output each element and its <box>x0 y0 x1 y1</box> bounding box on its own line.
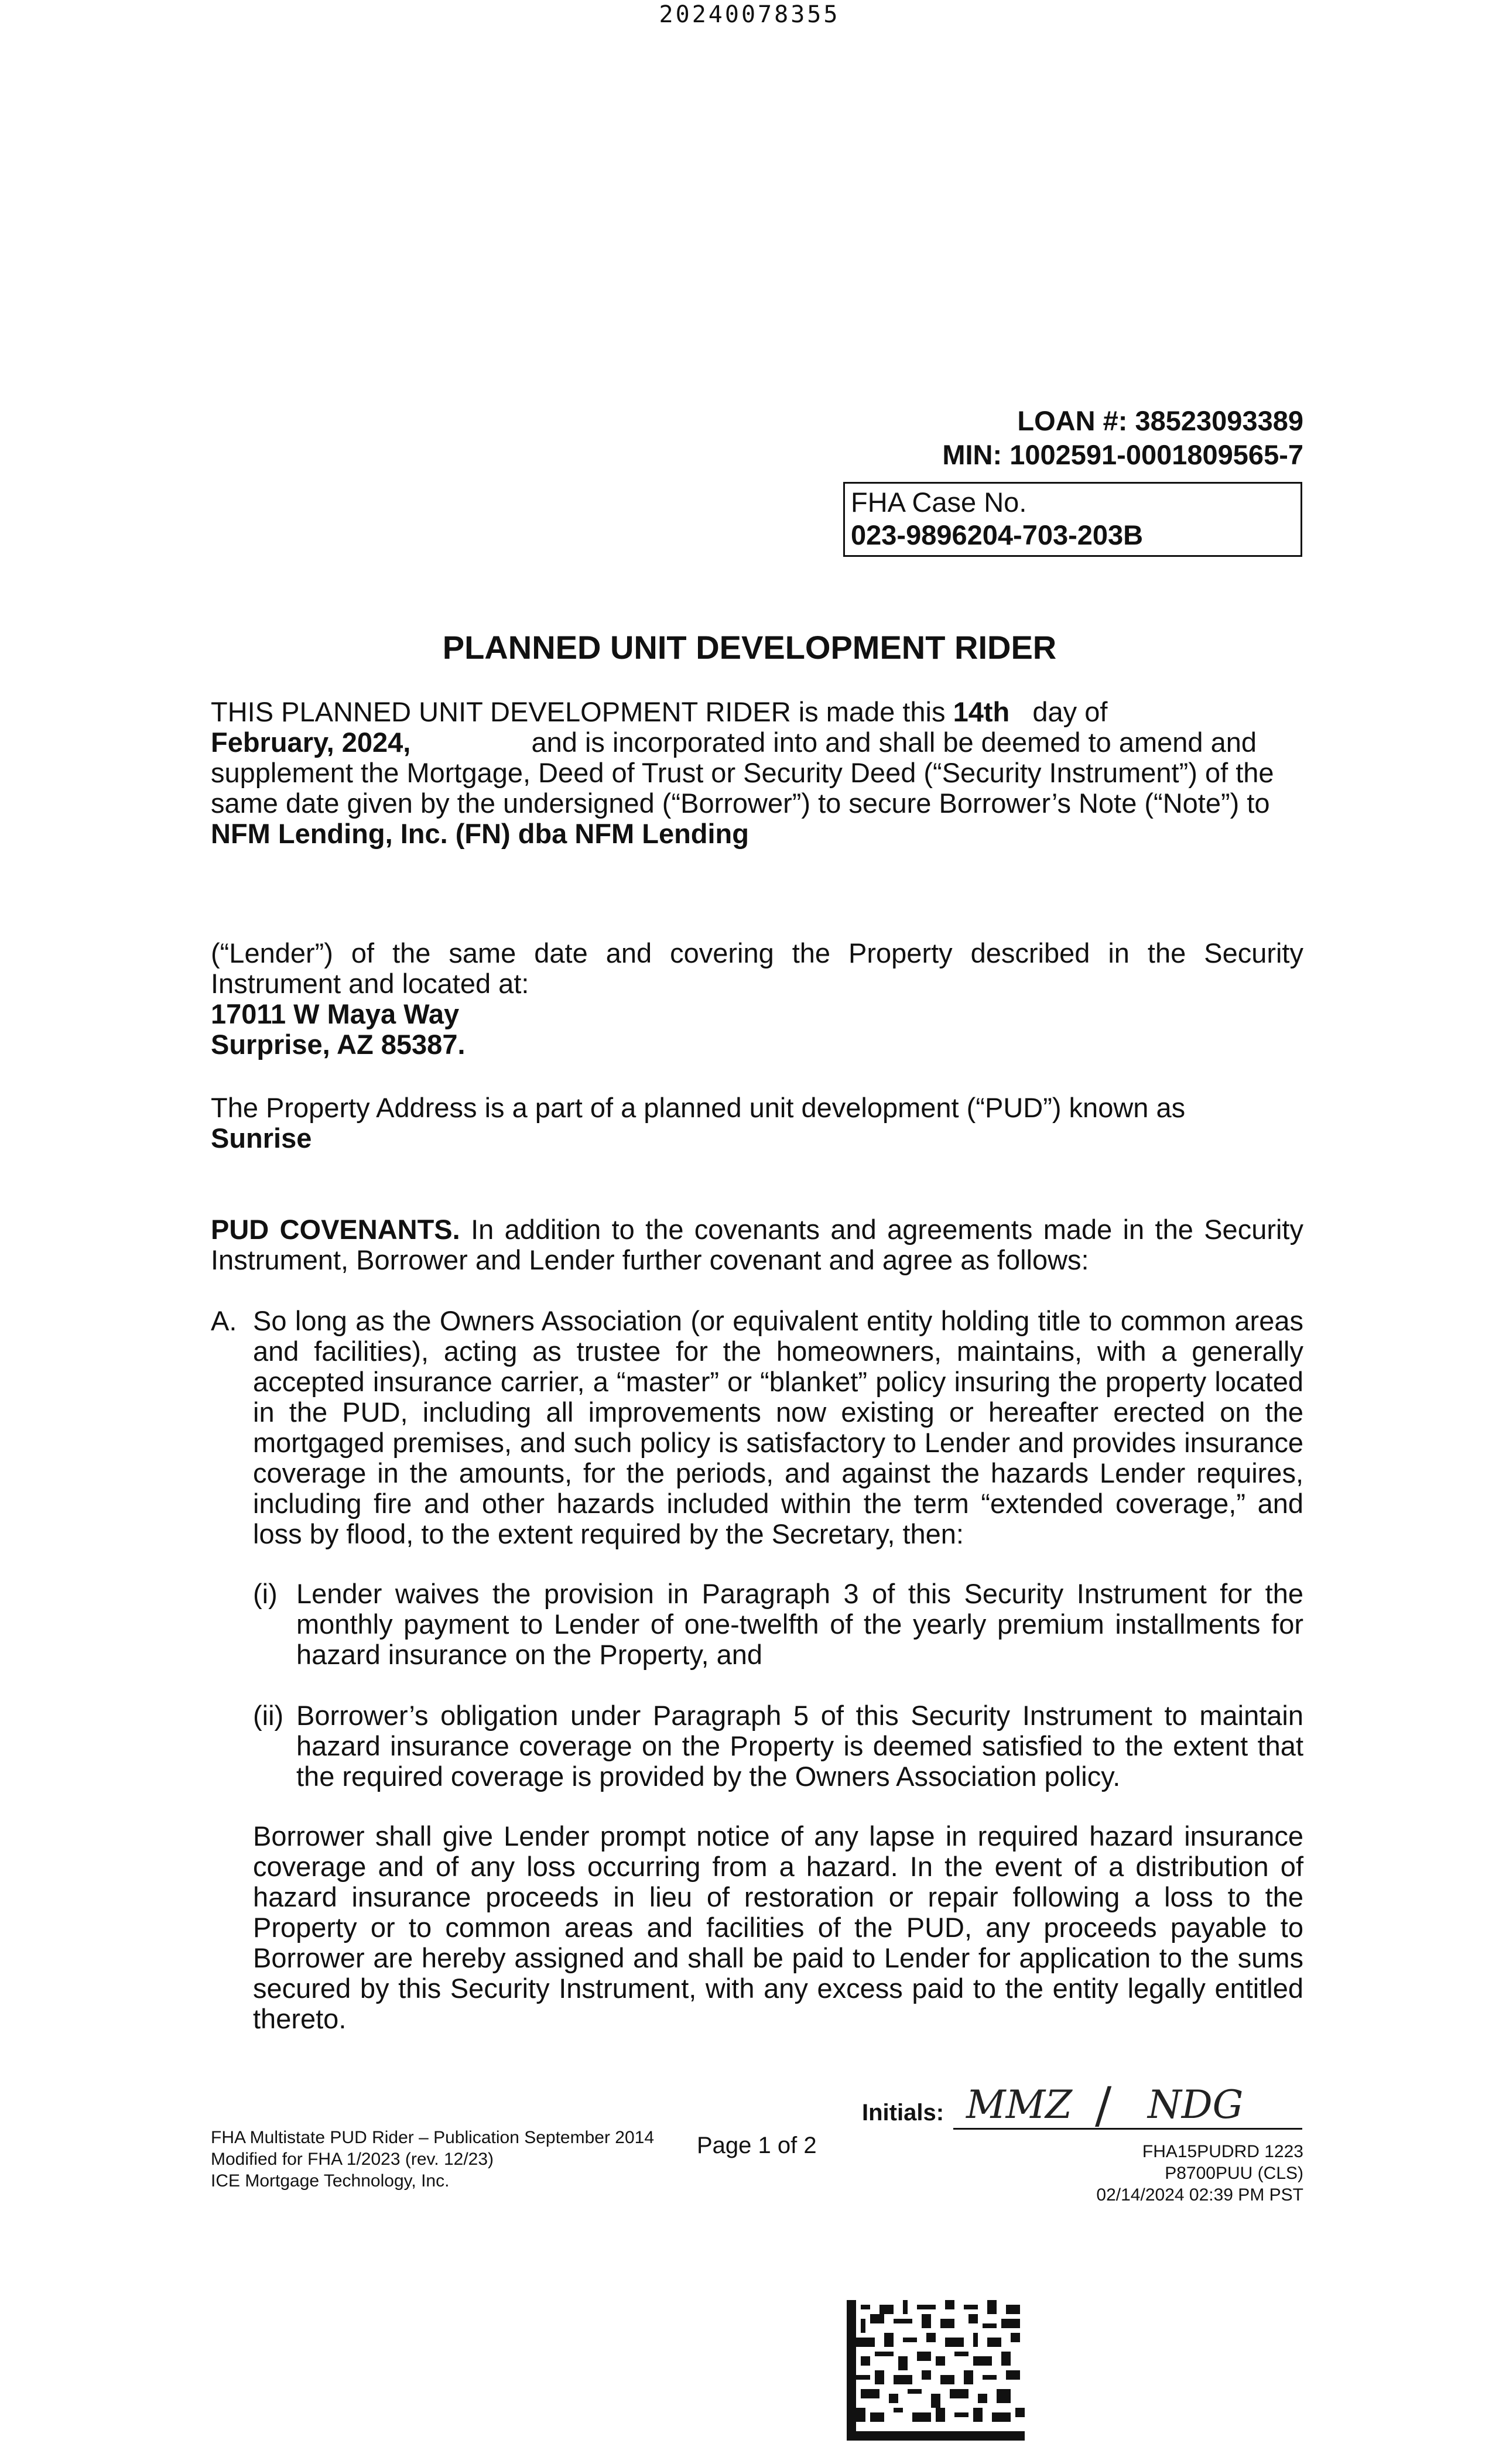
min-number: MIN: 1002591-0001809565-7 <box>942 439 1303 470</box>
property-address-line-1: 17011 W Maya Way <box>211 998 460 1029</box>
intro-line-4: same date given by the undersigned (“Borrower”) to secure Borrower’s Note (“Note”) to <box>211 788 1270 819</box>
form-info <box>211 2127 654 2192</box>
page-number: Page 1 of 2 <box>697 2133 817 2158</box>
section-a-label: A. <box>211 1305 237 1336</box>
barcode-icon <box>847 2300 1025 2441</box>
lender-name: NFM Lending, Inc. (FN) dba NFM Lending <box>211 818 749 849</box>
intro-paragraph <box>211 697 1303 849</box>
rider-day: 14th <box>953 696 1010 727</box>
form-codes <box>1096 2141 1303 2206</box>
form-code: FHA15PUDRD 1223 <box>1142 2142 1303 2161</box>
covenants-text: In addition to the covenants and agreements made in the Security Instrument, Borrower and Lender further covenant and agree as follows: <box>211 1214 1303 1275</box>
pud-name: Sunrise <box>211 1123 312 1154</box>
print-timestamp: 02/14/2024 02:39 PM PST <box>1096 2185 1303 2205</box>
property-address-line-2: Surprise, AZ 85387. <box>211 1029 466 1060</box>
document-title: PLANNED UNIT DEVELOPMENT RIDER <box>442 629 1057 666</box>
form-version: P8700PUU (CLS) <box>1165 2164 1303 2183</box>
initials-line <box>953 2128 1302 2130</box>
intro-line-2 <box>211 727 1303 758</box>
form-publisher: ICE Mortgage Technology, Inc. <box>211 2171 450 2191</box>
form-title: FHA Multistate PUD Rider – Publication September 2014 <box>211 2128 655 2147</box>
loan-number: LOAN #: 38523093389 <box>1017 405 1303 436</box>
fha-case-label: FHA Case No. <box>851 487 1027 518</box>
covenants-heading: PUD COVENANTS. <box>211 1214 460 1245</box>
pud-paragraph <box>211 1093 1303 1154</box>
pud-covenants <box>211 1214 1303 1275</box>
property-paragraph <box>211 938 1303 1060</box>
loan-identifiers <box>942 404 1303 472</box>
initials-separator: / <box>1095 2076 1112 2134</box>
intro-day-of: day of <box>1032 696 1108 727</box>
rider-date: February, 2024, <box>211 727 411 758</box>
item-i-text: Lender waives the provision in Paragraph 3 of this Security Instrument for the monthly payment to Lender of one-twelfth of the yearly premium installments for hazard insurance on the Property, and <box>296 1578 1303 1670</box>
fha-case-number: 023-9896204-703-203B <box>851 519 1144 550</box>
intro-line-3: supplement the Mortgage, Deed of Trust or Security Deed (“Security Instrument”) of the <box>211 757 1274 788</box>
recording-number: 20240078355 <box>659 1 840 28</box>
item-ii-label: (ii) <box>253 1700 284 1731</box>
item-ii-text: Borrower’s obligation under Paragraph 5 of this Security Instrument to maintain hazard insurance coverage on the Property is deemed satisfied to the extent that the required coverage is provided by the Owners Association policy. <box>296 1700 1303 1792</box>
pud-description: The Property Address is a part of a planned unit development (“PUD”) known as <box>211 1092 1186 1123</box>
item-i-label: (i) <box>253 1578 278 1609</box>
intro-line-2-text: and is incorporated into and shall be deemed to amend and <box>531 727 1257 758</box>
property-description: (“Lender”) of the same date and covering the Property described in the Security Instrument and located at: <box>211 937 1303 999</box>
intro-prefix: THIS PLANNED UNIT DEVELOPMENT RIDER is made this <box>211 696 946 727</box>
borrower-initials-2: NDG <box>1148 2082 1244 2127</box>
section-a-text: So long as the Owners Association (or equivalent entity holding title to common areas and facilities), acting as trustee for the homeowners, maintains, with a generally accepted insurance carrier, a “master” or “blanket” policy insuring the property located in the PUD, including all improvements now existing or hereafter erected on the mortgaged premises, and such policy is satisfactory to Lender and provides insurance coverage in the amounts, for the periods, and against the hazards Lender requires, including fire and other hazards included within the term “extended coverage,” and loss by flood, to the extent required by the Secretary, then: <box>253 1305 1303 1549</box>
initials-label: Initials: <box>862 2100 944 2126</box>
borrower-initials-1: MMZ <box>966 2082 1073 2127</box>
intro-line-1 <box>211 697 1303 727</box>
fha-case-box <box>843 482 1302 557</box>
form-modified: Modified for FHA 1/2023 (rev. 12/23) <box>211 2150 494 2169</box>
notice-paragraph: Borrower shall give Lender prompt notice of any lapse in required hazard insurance coverage and of any loss occurring from a hazard. In the event of a distribution of hazard insurance proceeds in lieu of restoration or repair following a loss to the Property or to common areas and facilities of the PUD, any proceeds payable to Borrower are hereby assigned and shall be paid to Lender for application to the sums secured by this Security Instrument, with any excess paid to the entity legally entitled thereto. <box>253 1820 1303 2034</box>
